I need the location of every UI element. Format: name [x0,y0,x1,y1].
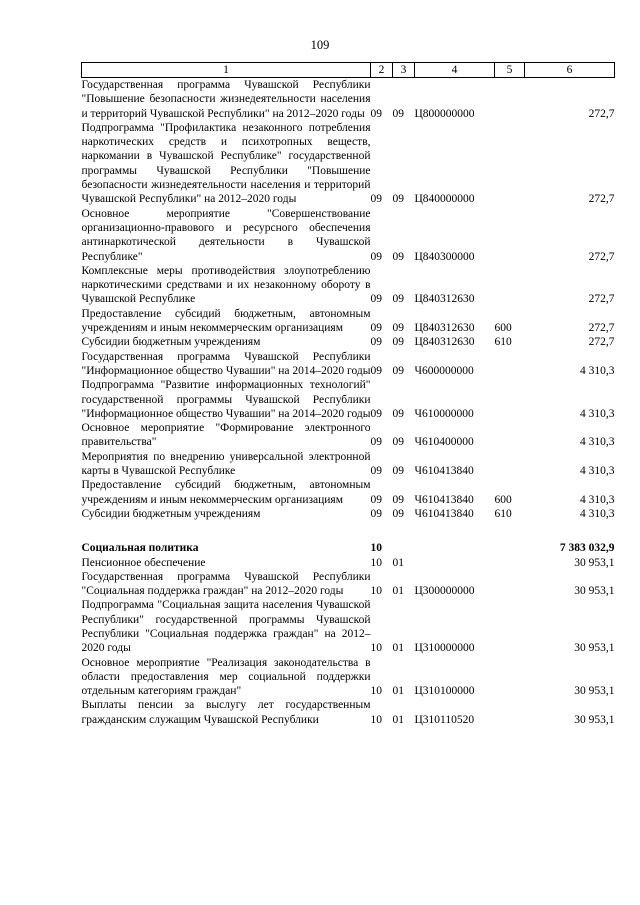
row-subsection [393,541,415,555]
row-expense-type [495,541,525,555]
row-amount: 4 310,3 [580,507,615,520]
table-row [82,378,615,421]
row-amount: 7 383 032,9 [559,542,615,555]
row-section: 09 [370,250,382,263]
table-row [82,507,615,521]
table-row [82,78,615,121]
row-expense-type [495,350,525,379]
row-name: Основное мероприятие "Совершенствование организационно-правового и ресурсного обеспечения антинаркотической деятельности в Чувашской Республике" [81,207,371,263]
row-name: Пенсионное обеспечение [81,556,206,569]
row-subsection: 09 [392,336,404,349]
table-body [82,78,615,728]
row-subsection: 09 [392,364,404,377]
header-subsection: 3 [393,63,415,78]
row-amount: 30 953,1 [574,642,615,655]
row-target-article: Ч600000000 [414,364,474,377]
row-subsection: 09 [392,322,404,335]
row-name: Основное мероприятие "Формирование электронного правительства" [81,422,371,449]
table-row [82,421,615,450]
row-name: Подпрограмма "Профилактика незаконного потребления наркотических средств и психотропных веществ, наркомании в Чувашской Республике" государственной программы Чувашской Республики "Повышение безопасности жизнедеятельности населения и территорий Чувашской Республики" на 2012–2020 годы [81,121,371,206]
row-section: 10 [370,713,382,726]
row-name: Основное мероприятие "Реализация законодательства в области предоставления мер социальной поддержки отдельным категориям граждан" [81,656,371,698]
table-row [82,541,615,555]
row-target-article: Ч610413840 [414,493,474,506]
row-name: Государственная программа Чувашской Республики "Повышение безопасности жизнедеятельности населения и территорий Чувашской Республики" на 2012–2020 годы [81,79,371,120]
row-target-article: Ц840300000 [414,250,475,263]
row-section: 09 [370,107,382,120]
table-header-row [82,63,615,78]
row-amount: 272,7 [588,193,615,206]
row-subsection: 09 [392,465,404,478]
header-section: 2 [371,63,393,78]
row-target-article: Ц300000000 [414,585,475,598]
table-row [82,350,615,379]
row-section: 09 [370,407,382,420]
row-name: Подпрограмма "Развитие информационных технологий" государственной программы Чувашской Республики "Информационное общество Чувашии" на 2014–2020 годы [81,379,371,420]
row-subsection: 01 [392,713,404,726]
table-row [82,450,615,479]
row-target-article: Ч610400000 [414,436,474,449]
table-row [82,207,615,264]
row-spacer [82,521,615,541]
table-row [82,478,615,507]
row-name: Предоставление субсидий бюджетным, автономным учреждениям и иным некоммерческим организациям [81,307,371,335]
row-expense-type: 610 [494,507,512,520]
row-amount: 272,7 [588,293,615,306]
table-row [82,264,615,307]
row-section: 10 [370,542,382,555]
header-target-article: 4 [415,63,495,78]
budget-table [81,62,615,727]
row-name: Субсидии бюджетным учреждениям [81,507,261,520]
page-number: 109 [310,38,330,52]
row-expense-type [495,78,525,121]
row-section: 09 [370,507,382,520]
row-section: 09 [370,436,382,449]
row-expense-type [495,570,525,599]
table-row [82,121,615,207]
row-target-article: Ч610000000 [414,407,474,420]
row-subsection: 09 [392,493,404,506]
row-name: Социальная политика [81,542,199,555]
row-section: 10 [370,556,382,569]
row-subsection: 09 [392,193,404,206]
row-amount: 4 310,3 [580,407,615,420]
row-section: 10 [370,685,382,698]
row-target-article: Ц840312630 [414,322,475,335]
row-subsection: 09 [392,436,404,449]
row-target-article: Ч610413840 [414,465,474,478]
row-subsection: 09 [392,250,404,263]
row-expense-type [495,207,525,264]
row-target-article: Ц310000000 [414,642,475,655]
row-section: 09 [370,336,382,349]
header-name: 1 [82,63,371,78]
row-section: 10 [370,585,382,598]
row-amount: 30 953,1 [574,713,615,726]
row-target-article: Ц840000000 [414,193,475,206]
row-amount: 4 310,3 [580,436,615,449]
row-amount: 4 310,3 [580,493,615,506]
spacer-cell [82,521,615,541]
row-amount: 30 953,1 [574,685,615,698]
row-subsection: 09 [392,407,404,420]
row-section: 09 [370,364,382,377]
row-expense-type [495,450,525,479]
row-expense-type [495,264,525,307]
row-target-article: Ч610413840 [414,507,474,520]
row-expense-type [495,656,525,699]
row-name: Субсидии бюджетным учреждениям [81,336,261,349]
row-section: 09 [370,293,382,306]
row-expense-type [495,421,525,450]
row-expense-type: 600 [494,322,512,335]
row-subsection: 09 [392,507,404,520]
row-expense-type [495,698,525,727]
row-target-article: Ц310100000 [414,685,475,698]
row-section: 09 [370,322,382,335]
table-row [82,698,615,727]
header-expense-type: 5 [495,63,525,78]
row-name: Предоставление субсидий бюджетным, автономным учреждениям и иным некоммерческим организациям [81,479,371,506]
row-subsection: 09 [392,107,404,120]
row-expense-type [495,598,525,655]
row-section: 09 [370,465,382,478]
table-row [82,598,615,655]
row-name: Подпрограмма "Социальная защита населения Чувашской Республики" государственной программы Чувашской Республики "Социальная поддержка граждан" на 2012–2020 годы [81,599,371,655]
header-amount: 6 [525,63,615,78]
row-subsection: 01 [392,642,404,655]
row-amount: 272,7 [588,107,615,120]
row-amount: 4 310,3 [580,465,615,478]
row-expense-type: 600 [494,493,512,506]
row-section: 09 [370,193,382,206]
row-target-article: Ц310110520 [414,713,475,726]
table-row [82,307,615,336]
row-section: 09 [370,493,382,506]
row-amount: 272,7 [588,250,615,263]
row-subsection: 01 [392,556,404,569]
row-expense-type: 610 [494,336,512,349]
table-row [82,556,615,570]
table-row [82,656,615,699]
row-name: Государственная программа Чувашской Республики "Информационное общество Чувашии" на 2014–2020 годы [81,350,371,377]
row-target-article [415,541,495,555]
row-expense-type [495,378,525,421]
row-subsection: 09 [392,293,404,306]
row-amount: 30 953,1 [574,585,615,598]
row-subsection: 01 [392,585,404,598]
row-name: Выплаты пенсии за выслугу лет государственным гражданским служащим Чувашской Республики [81,699,371,726]
row-name: Государственная программа Чувашской Республики "Социальная поддержка граждан" на 2012–2020 годы [81,570,371,598]
row-amount: 30 953,1 [574,556,615,569]
row-target-article [415,556,495,570]
row-name: Комплексные меры противодействия злоупотреблению наркотическими средствами и их незаконному обороту в Чувашской Республике [81,264,371,306]
row-name: Мероприятия по внедрению универсальной электронной карты в Чувашской Республике [81,450,371,478]
table-row [82,335,615,349]
row-expense-type [495,556,525,570]
table-row [82,570,615,599]
row-expense-type [495,121,525,207]
row-subsection: 01 [392,685,404,698]
row-target-article: Ц840312630 [414,336,475,349]
row-amount: 272,7 [588,336,615,349]
row-target-article: Ц840312630 [414,293,475,306]
row-amount: 272,7 [588,322,615,335]
row-amount: 4 310,3 [580,364,615,377]
row-target-article: Ц800000000 [414,107,475,120]
row-section: 10 [370,642,382,655]
